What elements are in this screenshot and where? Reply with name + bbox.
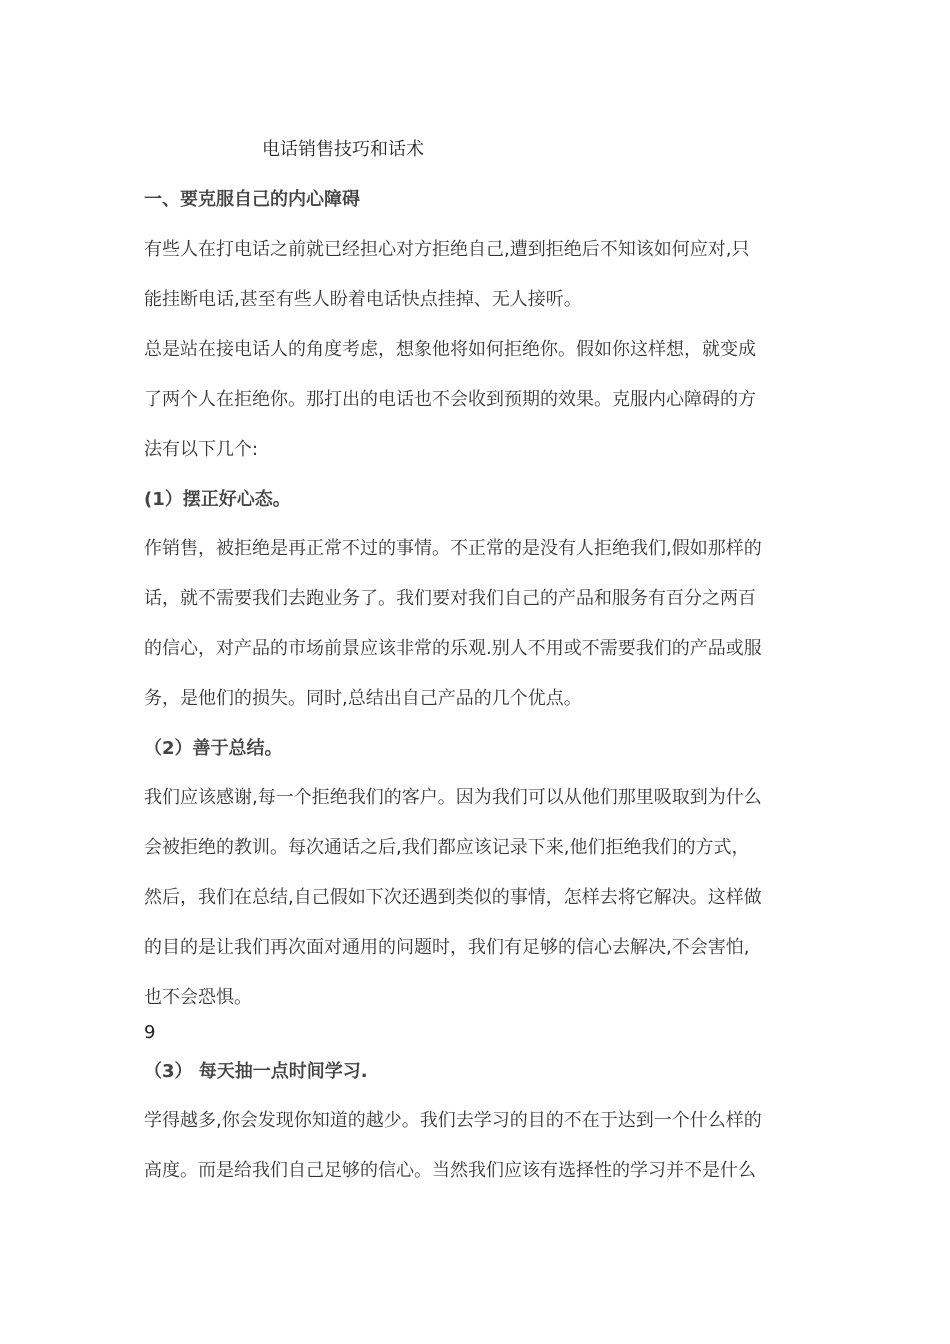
paragraph-line: 能挂断电话,甚至有些人盼着电话快点挂掉、无人接听。 <box>144 289 582 310</box>
paragraph-line: 话，就不需要我们去跑业务了。我们要对我们自己的产品和服务有百分之两百 <box>144 588 756 609</box>
subheading: （3） 每天抽一点时间学习. <box>144 1061 368 1082</box>
subheading: (1）摆正好心态。 <box>144 489 291 510</box>
paragraph-line: 然后，我们在总结,自己假如下次还遇到类似的事情，怎样去将它解决。这样做 <box>144 887 762 908</box>
paragraph-line: 的目的是让我们再次面对通用的问题时，我们有足够的信心去解决,不会害怕, <box>144 937 750 958</box>
paragraph-line: 法有以下几个: <box>144 439 259 460</box>
paragraph-line: 有些人在打电话之前就已经担心对方拒绝自己,遭到拒绝后不知该如何应对,只 <box>144 239 750 260</box>
document-title: 电话销售技巧和话术 <box>262 139 424 160</box>
page-number: 9 <box>144 1022 156 1043</box>
paragraph-line: 我们应该感谢,每一个拒绝我们的客户。因为我们可以从他们那里吸取到为什么 <box>144 787 762 808</box>
paragraph-line: 总是站在接电话人的角度考虑，想象他将如何拒绝你。假如你这样想，就变成 <box>144 339 756 360</box>
section-heading: 一、要克服自己的内心障碍 <box>144 189 360 210</box>
paragraph-line: 作销售，被拒绝是再正常不过的事情。不正常的是没有人拒绝我们,假如那样的 <box>144 538 762 559</box>
paragraph-line: 也不会恐惧。 <box>144 987 252 1008</box>
paragraph-line: 学得越多,你会发现你知道的越少。我们去学习的目的不在于达到一个什么样的 <box>144 1110 762 1131</box>
paragraph-line: 了两个人在拒绝你。那打出的电话也不会收到预期的效果。克服内心障碍的方 <box>144 389 756 410</box>
paragraph-line: 会被拒绝的教训。每次通话之后,我们都应该记录下来,他们拒绝我们的方式， <box>144 837 750 858</box>
paragraph-line: 务，是他们的损失。同时,总结出自己产品的几个优点。 <box>144 688 582 709</box>
paragraph-line: 高度。而是给我们自己足够的信心。当然我们应该有选择性的学习并不是什么 <box>144 1160 756 1181</box>
paragraph-line: 的信心，对产品的市场前景应该非常的乐观.别人不用或不需要我们的产品或服 <box>144 638 762 659</box>
subheading: （2）善于总结。 <box>144 738 283 759</box>
